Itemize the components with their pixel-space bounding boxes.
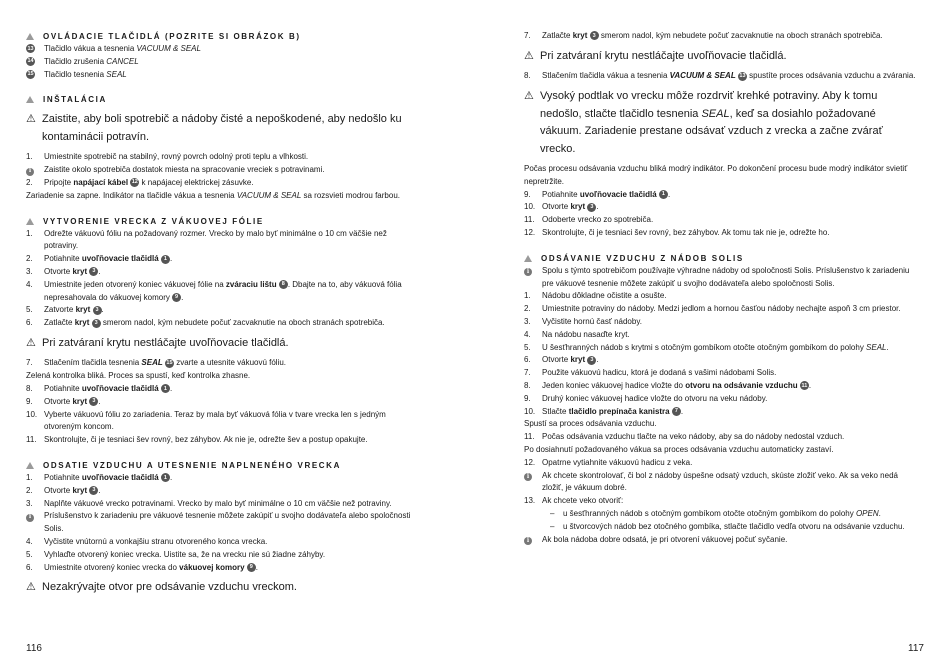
section-heading-controls: OVLÁDACIE TLAČIDLÁ (POZRITE SI OBRÁZOK B) [26, 30, 418, 43]
triangle-icon [26, 33, 34, 40]
callout-number-icon: 3 [587, 356, 596, 365]
triangle-icon [26, 96, 34, 103]
list-item: 13 Tlačidlo vákua a tesnenia VACUUM & SEAL [27, 44, 201, 53]
list-item: 10. Vyberte vákuovú fóliu zo zariadenia. Teraz by mala byť vákuová fólia v tvare vrecka len s jedným otvoreným koncom. [26, 409, 386, 432]
callout-number-icon: 12 [131, 179, 138, 186]
paragraph: Spustí sa proces odsávania vzduchu. [524, 419, 657, 429]
info-item: i Zaistite okolo spotrebiča dostatok miesta na spracovanie vreciek s potravinami. [26, 164, 418, 177]
callout-number-icon: 3 [89, 397, 98, 406]
list-item: 2. Potiahnite uvoľňovacie tlačidlá 1 . [26, 254, 173, 264]
callout-number-icon: 3 [92, 319, 101, 328]
paragraph: Po dosiahnutí požadovaného vákua sa proces odsávania vzduchu automaticky zastaví. [524, 445, 834, 455]
list-item: 6. Umiestnite otvorený koniec vrecka do vákuovej komory 9 . [26, 562, 259, 572]
callout-number-icon: 3 [89, 267, 98, 276]
warning-icon: ⚠ [26, 581, 36, 594]
callout-number-icon: 1 [659, 190, 668, 199]
info-icon: i [524, 473, 532, 481]
triangle-icon [26, 462, 34, 469]
warning-icon: ⚠ [524, 90, 534, 103]
list-item: 9. Otvorte kryt 3 . [26, 396, 101, 406]
warning-icon: ⚠ [26, 113, 36, 126]
paragraph: Počas procesu odsávania vzduchu bliká modrý indikátor. Po dokončení procesu bude modrý indikátor svietiť nepretržite. [524, 164, 908, 186]
list-item: 10. Stlačte tlačidlo prepínača kanistra 7 . [524, 406, 684, 416]
info-item: i Ak bola nádoba dobre odsatá, je pri otvorení vákuovej počuť syčanie. [524, 534, 916, 547]
callout-number-icon: 9 [172, 293, 181, 302]
list-item: 2. Pripojte napájací kábel 12 k napájacej elektrickej zásuvke. [26, 177, 254, 187]
list-item: 1. Nádobu dôkladne očistite a osušte. [524, 291, 667, 301]
paragraph: Zariadenie sa zapne. Indikátor na tlačidle vákua a tesnenia VACUUM & SEAL sa rozsvieti modrou farbou. [26, 190, 400, 200]
sub-list-item: – u štvorcových nádob bez otočného gombíka, stlačte tlačidlo vedľa otvoru na odsávanie vzduchu. [550, 521, 905, 531]
info-icon: i [524, 537, 532, 545]
list-item: 3. Naplňte vákuové vrecko potravinami. Vrecko by malo byť minimálne o 10 cm väčšie než potraviny. [26, 498, 392, 508]
list-item: 14 Tlačidlo zrušenia CANCEL [27, 56, 139, 66]
list-item: 11. Odoberte vrecko zo spotrebiča. [524, 215, 654, 225]
callout-number-icon: 3 [587, 203, 596, 212]
list-item: 3. Otvorte kryt 3 . [26, 266, 101, 276]
list-item: 8. Potiahnite uvoľňovacie tlačidlá 1 . [26, 384, 173, 394]
list-item: 8. Stlačením tlačidla vákua a tesnenia VACUUM & SEAL 13 spustíte proces odsávania vzduchu a zvárania. [524, 71, 916, 81]
list-item: 7. Použite vákuovú hadicu, ktorá je dodaná s vašimi nádobami Solis. [524, 368, 777, 378]
info-icon: i [26, 168, 34, 176]
list-item: 11. Skontrolujte, či je tesniaci šev rovný, bez záhybov. Ak nie je, odrežte šev a postup opakujte. [26, 435, 368, 445]
list-item: 1. Umiestnite spotrebič na stabilný, rovný povrch odolný proti teplu a vlhkosti. [26, 152, 309, 162]
triangle-icon [524, 255, 532, 262]
list-item: 5. U šesťhranných nádob s krytmi s otočným gombíkom otočte otočným gombíkom do polohy SEAL. [524, 342, 889, 352]
list-item: 5. Vyhlaďte otvorený koniec vrecka. Uistite sa, že na vrecku nie sú žiadne záhyby. [26, 549, 326, 559]
list-item: 4. Umiestnite jeden otvorený koniec vákuovej fólie na zváraciu lištu 8 . Dbajte na to, aby vákuová fólia nepresahovala do vákuovej komory 9 . [26, 279, 402, 302]
warning-icon: ⚠ [524, 49, 534, 62]
callout-number-icon: 3 [590, 31, 599, 40]
triangle-icon [26, 218, 34, 225]
list-item: 9. Druhý koniec vákuovej hadice vložte do otvoru na veku nádoby. [524, 393, 768, 403]
list-item: 15 Tlačidlo tesnenia SEAL [27, 69, 127, 79]
callout-number-icon: 1 [161, 384, 170, 393]
list-item: 7. Stlačením tlačidla tesnenia SEAL 15 zvarte a utesnite vákuovú fóliu. [26, 358, 287, 368]
list-item: 7. Zatlačte kryt 3 smerom nadol, kým nebudete počuť zacvaknutie na oboch stranách spotrebiča. [524, 31, 883, 40]
list-item: 13. Ak chcete veko otvoriť: [524, 496, 624, 506]
section-heading-bag: VYTVORENIE VRECKA Z VÁKUOVEJ FÓLIE [26, 215, 418, 228]
warning-note: ⚠ Zaistite, aby boli spotrebič a nádoby čisté a nepoškodené, aby nedošlo ku kontaminácii potravín. [26, 111, 418, 146]
section-heading-containers: ODSÁVANIE VZDUCHU Z NÁDOB SOLIS [524, 252, 916, 265]
list-item: 4. Na nádobu nasaďte kryt. [524, 329, 630, 339]
list-item: 2. Umiestnite potraviny do nádoby. Medzi jedlom a hornou časťou nádoby nechajte aspoň 3 cm priestor. [524, 304, 901, 314]
info-item: i Príslušenstvo k zariadeniu pre vákuové tesnenie môžete zakúpiť u svojho dodávateľa alebo spoločnosti Solis. [26, 510, 418, 536]
list-item: 5. Zatvorte kryt 3 . [26, 305, 104, 315]
paragraph: Zelená kontrolka bliká. Proces sa spustí, keď kontrolka zhasne. [26, 371, 251, 381]
right-page [475, 0, 950, 660]
list-item: 8. Jeden koniec vákuovej hadice vložte do otvoru na odsávanie vzduchu 11 . [524, 381, 812, 391]
callout-number-icon: 15 [166, 359, 173, 366]
callout-number-icon: 13 [27, 45, 34, 52]
left-column [26, 30, 418, 602]
warning-note: ⚠ Nezakrývajte otvor pre odsávanie vzduchu vreckom. [26, 579, 418, 597]
callout-number-icon: 11 [801, 382, 808, 389]
info-icon: i [524, 268, 532, 276]
callout-number-icon: 14 [27, 58, 34, 65]
list-item: 1. Odrežte vákuovú fóliu na požadovaný rozmer. Vrecko by malo byť minimálne o 10 cm väčšie než potraviny. [26, 228, 387, 251]
callout-number-icon: 1 [161, 255, 170, 264]
callout-number-icon: 13 [739, 72, 746, 79]
list-item: 11. Počas odsávania vzduchu tlačte na veko nádoby, aby sa do nádoby nedostal vzduch. [524, 432, 845, 442]
list-item: 2. Otvorte kryt 3 . [26, 485, 101, 495]
callout-number-icon: 7 [672, 407, 681, 416]
list-item: 12. Opatrne vytiahnite vákuovú hadicu z veka. [524, 457, 693, 467]
callout-number-icon: 3 [89, 486, 98, 495]
list-item: 12. Skontrolujte, či je tesniaci šev rovný, bez záhybov. Ak tomu tak nie je, odrežte ho. [524, 228, 830, 238]
list-item: 4. Vyčistite vnútornú a vonkajšiu stranu otvoreného konca vrecka. [26, 537, 268, 547]
warning-icon: ⚠ [26, 336, 36, 349]
info-item: i Ak chcete skontrolovať, či bol z nádoby úspešne odsatý vzduch, skúste zložiť veko. Ak sa veko nedá zložiť, je vákuum dobré. [524, 470, 916, 496]
callout-number-icon: 3 [93, 306, 102, 315]
section-heading-vacuum-bag: ODSATIE VZDUCHU A UTESNENIE NAPLNENÉHO VRECKA [26, 459, 418, 472]
list-item: 6. Zatlačte kryt 3 smerom nadol, kým nebudete počuť zacvaknutie na oboch stranách spotrebiča. [26, 318, 385, 328]
list-item: 1. Potiahnite uvoľňovacie tlačidlá 1 . [26, 473, 173, 483]
info-item: i Spolu s týmto spotrebičom používajte výhradne nádoby od spoločnosti Solis. Príslušenstvo k zariadeniu pre vákuové tesnenie môžete zakúpiť u svojho dodávateľa alebo spoločnosti Solis. [524, 265, 916, 291]
callout-number-icon: 8 [279, 280, 288, 289]
callout-number-icon: 15 [27, 71, 34, 78]
list-item: 9. Potiahnite uvoľňovacie tlačidlá 1 . [524, 189, 671, 199]
callout-number-icon: 1 [161, 473, 170, 482]
page-number: 116 [26, 643, 42, 654]
list-item: 3. Vyčistite hornú časť nádoby. [524, 317, 642, 327]
warning-note: ⚠ Pri zatváraní krytu nestláčajte uvoľňovacie tlačidlá. [26, 335, 418, 353]
list-item: 10. Otvorte kryt 3 . [524, 202, 599, 212]
warning-note: ⚠ Pri zatváraní krytu nestláčajte uvoľňovacie tlačidlá. [524, 48, 916, 66]
sub-list-item: – u šesťhranných nádob s otočným gombíkom otočte otočným gombíkom do polohy OPEN. [550, 509, 881, 519]
page-number: 117 [908, 643, 924, 654]
info-icon: i [26, 514, 34, 522]
list-item: 6. Otvorte kryt 3 . [524, 355, 599, 365]
section-heading-installation: INŠTALÁCIA [26, 93, 418, 106]
warning-note: ⚠ Vysoký podtlak vo vrecku môže rozdrviť krehké potraviny. Aby k tomu nedošlo, stlačte tlačidlo tesnenia SEAL, keď sa dosiahlo požadované vákuum. Zariadenie prestane odsávať vzduch z vrecka a začne zvárať vrecko. [524, 88, 916, 158]
right-column [524, 30, 916, 546]
callout-number-icon: 9 [247, 563, 256, 572]
